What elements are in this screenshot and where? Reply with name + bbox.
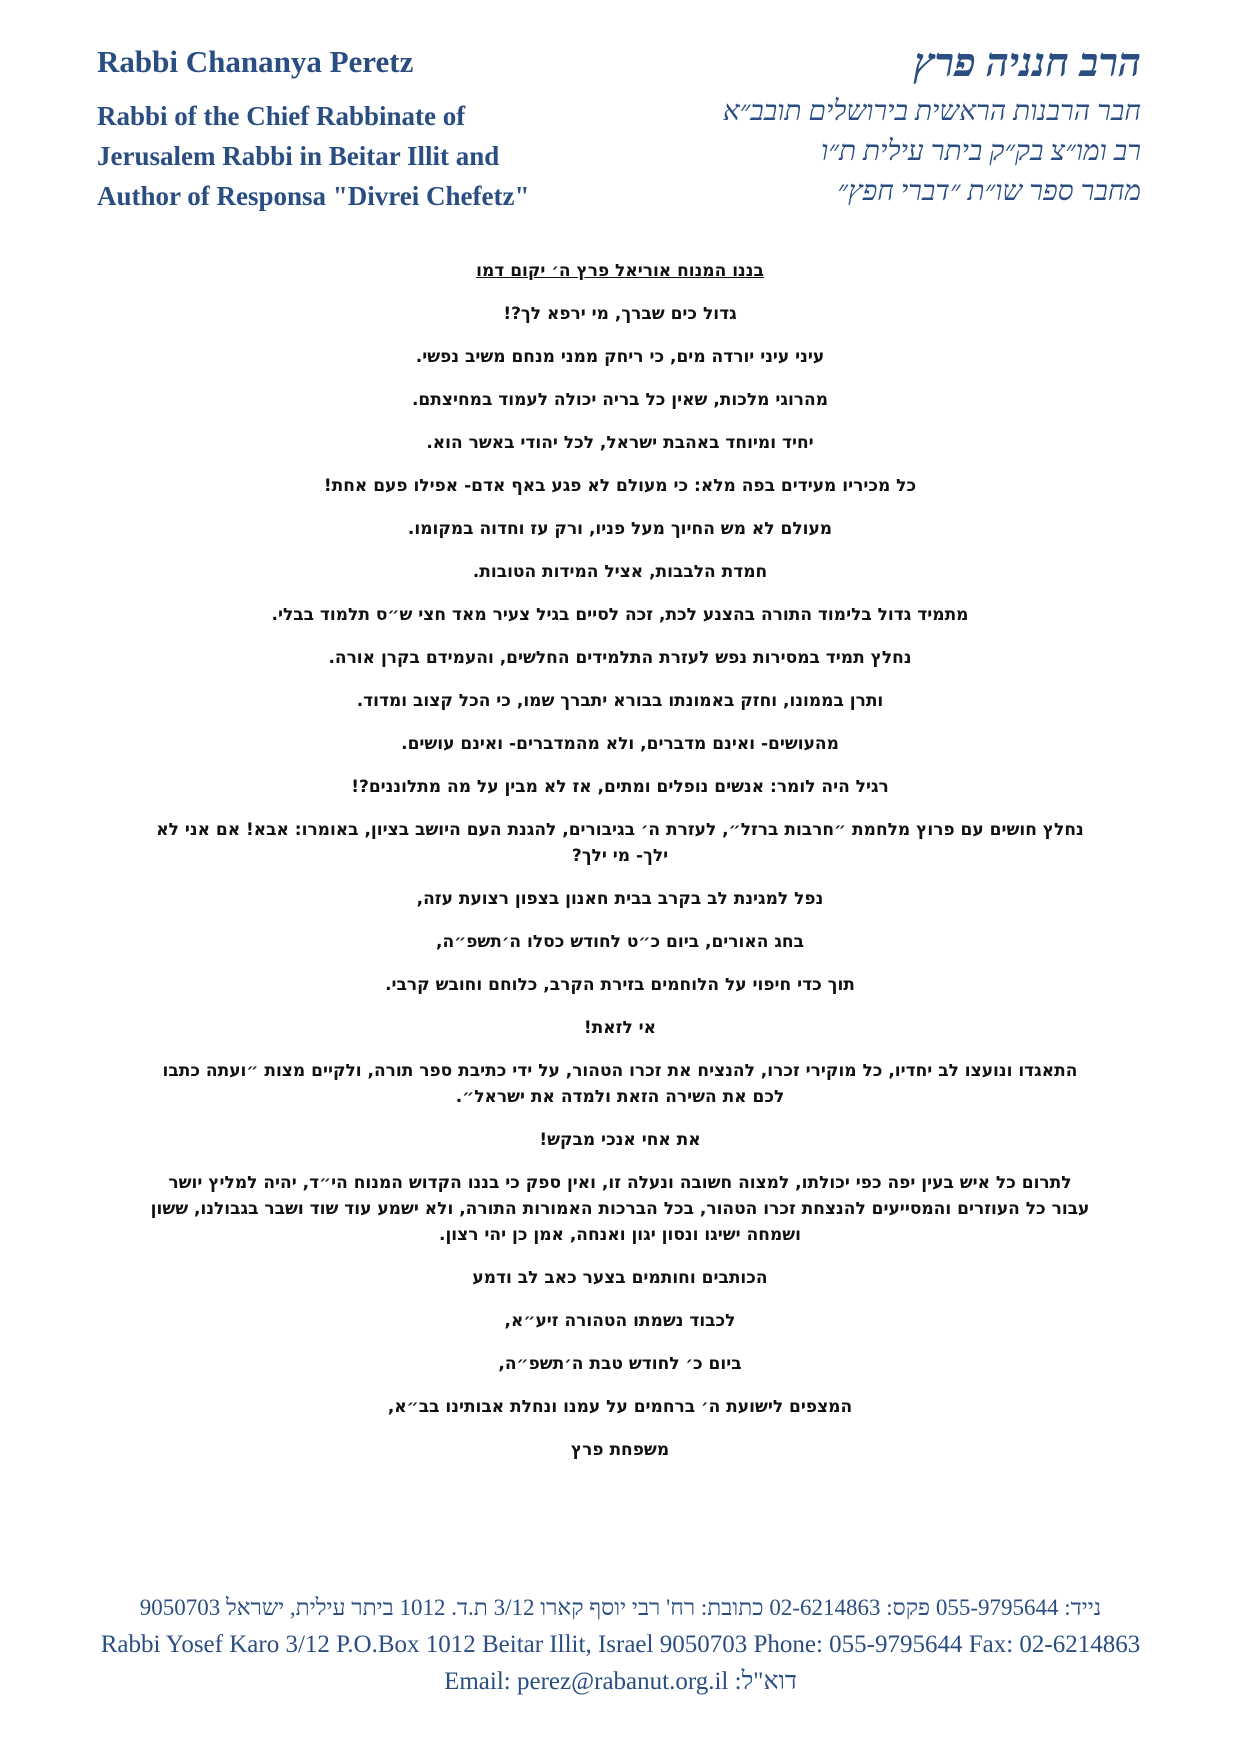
body-paragraph: ותרן בממונו, וחזק באמונתו בבורא יתברך שמו, כי הכל קצוב ומדוד. xyxy=(356,691,884,711)
english-title-line: Author of Responsa "Divrei Chefetz" xyxy=(97,180,530,211)
hebrew-rabbi-name: הרב חנניה פרץ xyxy=(913,40,1141,85)
body-paragraph: מהעושים- ואינם מדברים, ולא מהמדברים- ואינם עושים. xyxy=(401,734,839,754)
hebrew-title-line: רב ומו״צ בק״ק ביתר עילית ת״ו xyxy=(821,136,1141,167)
body-paragraph: נחלץ חושים עם פרוץ מלחמת ״חרבות ברזל״, לעזרת ה׳ בגיבורים, להגנת העם היושב בציון, באומרו: אבא! אם אני לא ילך- מי ילך? xyxy=(156,820,1084,866)
english-title-line: Jerusalem Rabbi in Beitar Illit and xyxy=(97,140,500,171)
footer-email: Email: perez@rabanut.org.il :דוא"ל xyxy=(444,1668,797,1695)
body-paragraph: התאגדו ונועצו לב יחדיו, כל מוקירי זכרו, להנציח את זכרו הטהור, על ידי כתיבת ספר תורה, ולקיים מצות ״ועתה כתבו לכם את השירה הזאת ולמדה את ישראל״. xyxy=(162,1061,1078,1107)
letterhead xyxy=(0,40,1241,224)
body-paragraph: יחיד ומיוחד באהבת ישראל, לכל יהודי באשר הוא. xyxy=(426,433,814,453)
body-paragraph: רגיל היה לומר: אנשים נופלים ומתים, אז לא מבין על מה מתלוננים?! xyxy=(351,777,889,797)
body-paragraph: מתמיד גדול בלימוד התורה בהצנע לכת, זכה לסיים בגיל צעיר מאד חצי ש״ס תלמוד בבלי. xyxy=(271,605,969,625)
hebrew-letterhead xyxy=(581,40,1141,212)
signature-line: הכותבים וחותמים בצער כאב לב ודמע xyxy=(472,1268,768,1288)
english-title-line: Rabbi of the Chief Rabbinate of xyxy=(97,100,466,131)
body-paragraph: תוך כדי חיפוי על הלוחמים בזירת הקרב, כלוחם וחובש קרבי. xyxy=(385,975,855,995)
signature-line: לכבוד נשמתו הטהורה זיע״א, xyxy=(504,1311,736,1331)
body-paragraph: עיני עיני יורדה מים, כי ריחק ממני מנחם משיב נפשי. xyxy=(415,347,825,367)
body-paragraph: מהרוגי מלכות, שאין כל בריה יכולה לעמוד במחיצתם. xyxy=(411,390,829,410)
body-paragraph: בחג האורים, ביום כ״ט לחודש כסלו ה׳תשפ״ה, xyxy=(436,932,804,952)
english-letterhead xyxy=(97,44,617,216)
body-paragraph: נפל למגינת לב בקרב בבית חאנון בצפון רצועת עזה, xyxy=(416,889,824,909)
body-paragraph: אי לזאת! xyxy=(583,1018,657,1038)
letter-body xyxy=(150,258,1090,1480)
letter-title: בננו המנוח אוריאל פרץ ה׳ יקום דמו xyxy=(476,261,764,281)
body-paragraph: לתרום כל איש בעין יפה כפי יכולתו, למצוה חשובה ונעלה זו, ואין ספק כי בננו הקדוש המנוח הי״ד, יהיה למליץ יושר עבור כל העוזרים והמסייעים להנצחת זכרו הטהור, בכל הברכות האמורות התורה, ולא ישמע עוד שוד ושבר בגבולנו, ששון ושמחה ישיגו ונסון יגון ואנחה, אמן כן יהי רצון. xyxy=(150,1173,1090,1245)
body-paragraph: מעולם לא מש החיוך מעל פניו, ורק עז וחדוה במקומו. xyxy=(407,519,833,539)
body-paragraph: גדול כים שברך, מי ירפא לך?! xyxy=(503,304,737,324)
english-rabbi-name: Rabbi Chananya Peretz xyxy=(97,44,414,79)
signature-family: משפחת פרץ xyxy=(570,1440,670,1460)
footer xyxy=(0,1590,1241,1700)
hebrew-title-line: חבר הרבנות הראשית בירושלים תובב״א xyxy=(722,96,1141,127)
signature-date: ביום כ׳ לחודש טבת ה׳תשפ״ה, xyxy=(498,1354,742,1374)
body-paragraph: חמדת הלבבות, אציל המידות הטובות. xyxy=(472,562,768,582)
body-paragraph: נחלץ תמיד במסירות נפש לעזרת התלמידים החלשים, והעמידם בקרן אורה. xyxy=(328,648,912,668)
footer-english-contact: Rabbi Yosef Karo 3/12 P.O.Box 1012 Beitar Illit, Israel 9050703 Phone: 055-9795644 Fax: 02-6214863 xyxy=(100,1631,1141,1658)
body-paragraph: את אחי אנכי מבקש! xyxy=(539,1130,701,1150)
footer-hebrew-contact: נייד: 055-9795644 פקס: 02-6214863 כתובת: רח' רבי יוסף קארו 3/12 ת.ד. 1012 ביתר עילית, ישראל 9050703 xyxy=(139,1595,1102,1620)
body-paragraph: כל מכיריו מעידים בפה מלא: כי מעולם לא פגע באף אדם- אפילו פעם אחת! xyxy=(323,476,917,496)
hebrew-title-line: מחבר ספר שו״ת ״דברי חפץ״ xyxy=(837,176,1141,207)
signature-line: המצפים לישועת ה׳ ברחמים על עמנו ונחלת אבותינו בב״א, xyxy=(387,1397,853,1417)
